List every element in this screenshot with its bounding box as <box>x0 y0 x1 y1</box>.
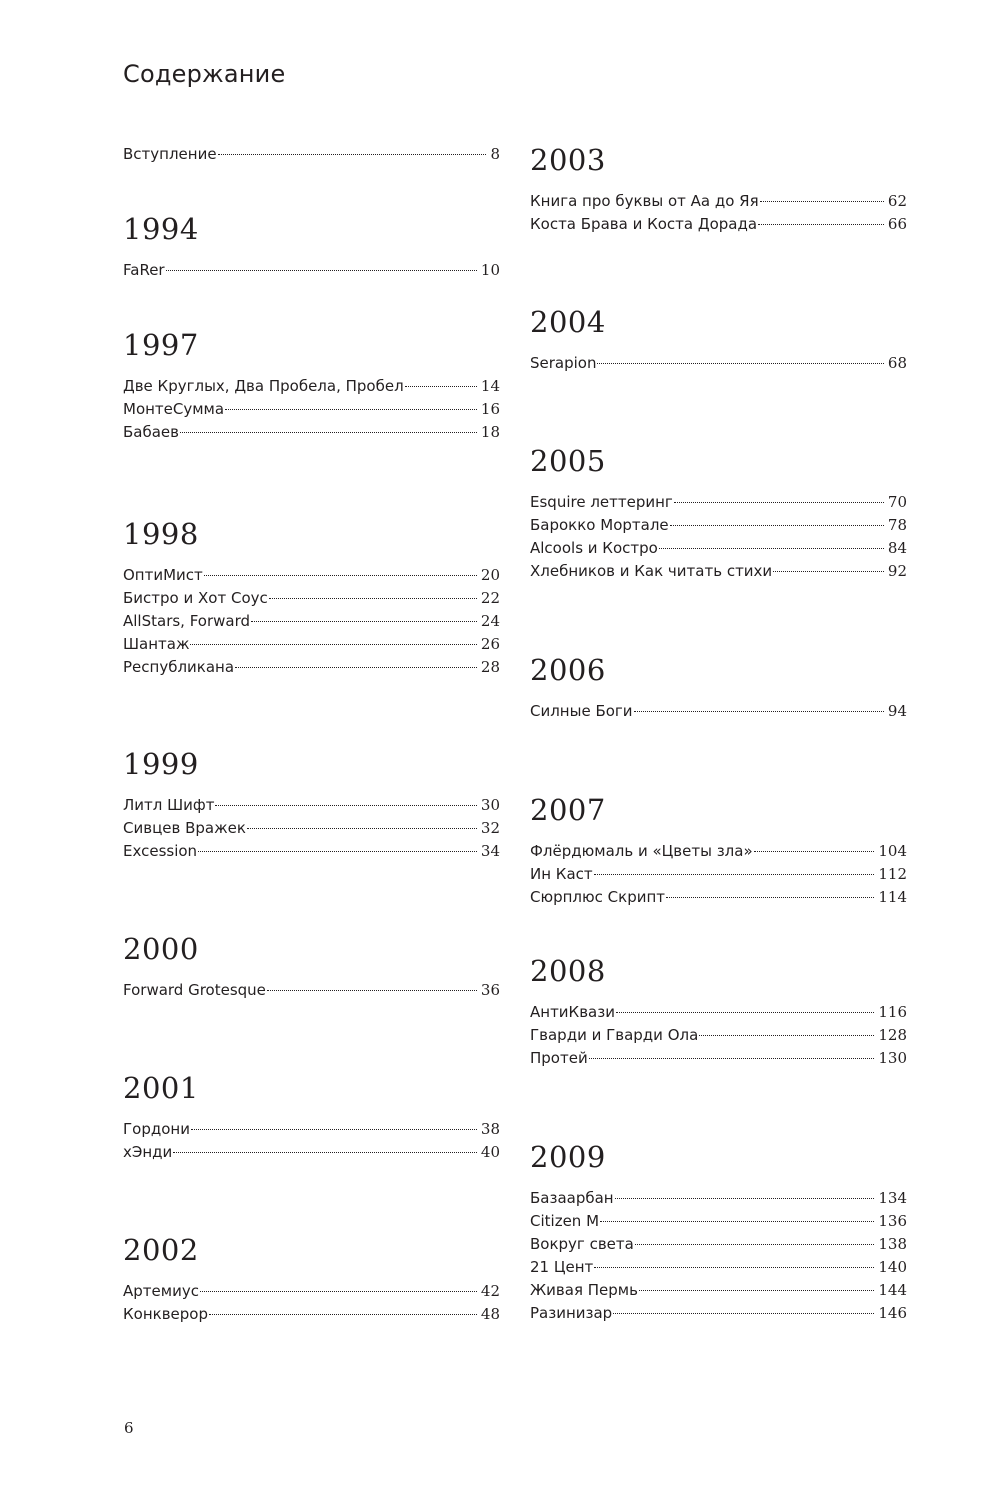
toc-entry[interactable] <box>530 1233 907 1256</box>
toc-entry-list <box>123 375 500 444</box>
toc-entry-title: 21 Цент <box>530 1258 594 1276</box>
toc-entry[interactable] <box>123 587 500 610</box>
toc-year-heading: 1998 <box>123 517 199 551</box>
toc-entry-title: Сивцев Вражек <box>123 819 246 837</box>
toc-entry-title: АнтиКвази <box>530 1003 615 1021</box>
toc-entry-title: AllStars, Forward <box>123 612 251 630</box>
toc-dot-leader <box>251 621 477 622</box>
toc-entry-title: хЭнди <box>123 1143 173 1161</box>
toc-dot-leader <box>269 598 477 599</box>
toc-entry-page: 146 <box>878 1304 907 1322</box>
toc-entry-title: Forward Grotesque <box>123 981 266 999</box>
toc-entry-title: Serapion <box>530 354 597 372</box>
toc-entry-title: Живая Пермь <box>530 1281 638 1299</box>
toc-dot-leader <box>659 548 884 549</box>
toc-entry-page: 144 <box>878 1281 907 1299</box>
toc-entry-page: 78 <box>887 516 907 534</box>
toc-year-heading: 2004 <box>530 305 606 339</box>
toc-entry-title: Конкверор <box>123 1305 208 1323</box>
toc-entry-list <box>530 700 907 723</box>
toc-dot-leader <box>615 1198 875 1199</box>
toc-entry-page: 136 <box>878 1212 907 1230</box>
toc-entry[interactable] <box>530 352 907 375</box>
page-title: Содержание <box>123 60 286 88</box>
toc-entry[interactable] <box>123 398 500 421</box>
toc-entry[interactable] <box>123 1118 500 1141</box>
toc-entry-page: 84 <box>887 539 907 557</box>
toc-entry-title: Разинизар <box>530 1304 613 1322</box>
toc-dot-leader <box>200 1291 477 1292</box>
toc-entry-page: 104 <box>878 842 907 860</box>
toc-entry-page: 14 <box>480 377 500 395</box>
toc-year-heading: 1994 <box>123 212 199 246</box>
toc-entry-page: 66 <box>887 215 907 233</box>
toc-dot-leader <box>666 897 874 898</box>
toc-entry-title: Citizen M <box>530 1212 600 1230</box>
toc-entry-page: 62 <box>887 192 907 210</box>
toc-dot-leader <box>166 270 477 271</box>
toc-entry[interactable] <box>530 700 907 723</box>
toc-dot-leader <box>594 874 875 875</box>
toc-entry[interactable] <box>123 633 500 656</box>
toc-entry[interactable] <box>123 817 500 840</box>
toc-entry-title: Флёрдюмаль и «Цветы зла» <box>530 842 753 860</box>
toc-entry-title: Гордони <box>123 1120 190 1138</box>
toc-entry[interactable] <box>530 863 907 886</box>
toc-entry-title: Коста Брава и Коста Дорада <box>530 215 758 233</box>
toc-entry[interactable] <box>530 1187 907 1210</box>
toc-dot-leader <box>600 1221 874 1222</box>
toc-entry-title: Бабаев <box>123 423 179 441</box>
toc-entry-title: Гварди и Гварди Ола <box>530 1026 699 1044</box>
toc-entry-title: Вступление <box>123 145 217 163</box>
toc-entry-title: Бистро и Хот Соус <box>123 589 268 607</box>
toc-entry-title: Ин Каст <box>530 865 593 883</box>
toc-dot-leader <box>639 1290 874 1291</box>
toc-entry-title: Хлебников и Как читать стихи <box>530 562 773 580</box>
toc-entry-page: 94 <box>887 702 907 720</box>
toc-entry[interactable] <box>530 491 907 514</box>
toc-dot-leader <box>674 502 884 503</box>
toc-entry-list <box>123 143 500 166</box>
toc-entry[interactable] <box>123 1141 500 1164</box>
toc-entry-page: 116 <box>878 1003 907 1021</box>
toc-entry[interactable] <box>530 213 907 236</box>
toc-dot-leader <box>773 571 884 572</box>
toc-year-heading: 2002 <box>123 1233 199 1267</box>
toc-entry-page: 16 <box>480 400 500 418</box>
toc-entry[interactable] <box>530 1302 907 1325</box>
toc-entry-title: Esquire леттеринг <box>530 493 673 511</box>
toc-entry-list <box>530 190 907 236</box>
toc-entry-page: 140 <box>878 1258 907 1276</box>
toc-entry-page: 114 <box>878 888 907 906</box>
toc-entry[interactable] <box>530 1001 907 1024</box>
toc-dot-leader <box>235 667 477 668</box>
toc-entry[interactable] <box>530 1279 907 1302</box>
toc-entry[interactable] <box>123 656 500 679</box>
toc-entry[interactable] <box>123 259 500 282</box>
toc-dot-leader <box>267 990 477 991</box>
toc-dot-leader <box>247 828 477 829</box>
toc-dot-leader <box>594 1267 874 1268</box>
toc-entry-page: 128 <box>878 1026 907 1044</box>
toc-dot-leader <box>215 805 476 806</box>
toc-dot-leader <box>218 154 487 155</box>
toc-entry-title: Шантаж <box>123 635 190 653</box>
toc-entry-page: 34 <box>480 842 500 860</box>
toc-entry[interactable] <box>530 1256 907 1279</box>
toc-year-heading: 1997 <box>123 328 199 362</box>
toc-entry[interactable] <box>123 421 500 444</box>
toc-dot-leader <box>180 432 477 433</box>
toc-entry-title: Книга про буквы от Аа до Яя <box>530 192 759 210</box>
toc-entry-title: Базаарбан <box>530 1189 614 1207</box>
toc-entry-page: 8 <box>490 145 500 163</box>
toc-year-heading: 2007 <box>530 793 606 827</box>
toc-dot-leader <box>616 1012 874 1013</box>
toc-entry[interactable] <box>530 886 907 909</box>
toc-entry[interactable] <box>530 514 907 537</box>
toc-entry[interactable] <box>123 794 500 817</box>
toc-entry-title: МонтеСумма <box>123 400 225 418</box>
toc-entry-title: Литл Шифт <box>123 796 215 814</box>
toc-entry-title: Республикана <box>123 658 235 676</box>
toc-entry-list <box>123 564 500 679</box>
toc-entry-page: 30 <box>480 796 500 814</box>
toc-entry-page: 130 <box>878 1049 907 1067</box>
toc-dot-leader <box>405 386 477 387</box>
toc-dot-leader <box>754 851 875 852</box>
toc-entry[interactable] <box>530 1210 907 1233</box>
toc-entry-page: 92 <box>887 562 907 580</box>
toc-dot-leader <box>173 1152 477 1153</box>
toc-entry[interactable] <box>530 1024 907 1047</box>
toc-entry-page: 26 <box>480 635 500 653</box>
toc-entry-page: 40 <box>480 1143 500 1161</box>
toc-entry-title: Силные Боги <box>530 702 633 720</box>
page-number: 6 <box>124 1419 134 1437</box>
toc-entry-title: FaRer <box>123 261 165 279</box>
toc-entry-list <box>123 259 500 282</box>
toc-year-heading: 2008 <box>530 954 606 988</box>
toc-entry-title: Excession <box>123 842 198 860</box>
toc-entry[interactable] <box>123 840 500 863</box>
toc-entry-title: Сюрплюс Скрипт <box>530 888 666 906</box>
toc-dot-leader <box>204 575 477 576</box>
toc-entry[interactable] <box>530 190 907 213</box>
toc-entry-title: Протей <box>530 1049 588 1067</box>
toc-dot-leader <box>190 644 476 645</box>
toc-entry[interactable] <box>530 537 907 560</box>
toc-year-heading: 2003 <box>530 143 606 177</box>
toc-dot-leader <box>198 851 477 852</box>
toc-dot-leader <box>760 201 884 202</box>
toc-dot-leader <box>589 1058 875 1059</box>
toc-entry-page: 32 <box>480 819 500 837</box>
toc-entry-list <box>123 979 500 1002</box>
toc-year-heading: 2009 <box>530 1140 606 1174</box>
toc-entry-list <box>530 1187 907 1325</box>
toc-entry-title: Alcools и Костро <box>530 539 658 557</box>
toc-entry-title: ОптиМист <box>123 566 203 584</box>
toc-entry-list <box>123 794 500 863</box>
toc-entry-page: 28 <box>480 658 500 676</box>
toc-year-heading: 2005 <box>530 444 606 478</box>
toc-dot-leader <box>191 1129 477 1130</box>
toc-entry[interactable] <box>123 1280 500 1303</box>
toc-year-heading: 2001 <box>123 1071 199 1105</box>
toc-entry-list <box>530 840 907 909</box>
toc-entry[interactable] <box>123 610 500 633</box>
toc-dot-leader <box>634 711 884 712</box>
toc-entry-page: 18 <box>480 423 500 441</box>
toc-entry[interactable] <box>123 375 500 398</box>
toc-entry-page: 42 <box>480 1282 500 1300</box>
toc-year-heading: 1999 <box>123 747 199 781</box>
toc-entry-title: Две Круглых, Два Пробела, Пробел <box>123 377 404 395</box>
toc-entry[interactable] <box>530 560 907 583</box>
toc-dot-leader <box>699 1035 874 1036</box>
toc-dot-leader <box>758 224 884 225</box>
toc-entry-list <box>123 1280 500 1326</box>
toc-dot-leader <box>209 1314 477 1315</box>
toc-entry-list <box>123 1118 500 1164</box>
toc-entry-page: 20 <box>480 566 500 584</box>
toc-entry-page: 36 <box>480 981 500 999</box>
toc-entry[interactable] <box>123 564 500 587</box>
toc-entry-page: 138 <box>878 1235 907 1253</box>
toc-entry[interactable] <box>123 1303 500 1326</box>
toc-entry-list <box>530 352 907 375</box>
toc-entry[interactable] <box>123 979 500 1002</box>
toc-entry[interactable] <box>123 143 500 166</box>
toc-entry-page: 112 <box>878 865 907 883</box>
toc-entry-page: 24 <box>480 612 500 630</box>
toc-year-heading: 2000 <box>123 932 199 966</box>
toc-entry[interactable] <box>530 840 907 863</box>
toc-dot-leader <box>670 525 884 526</box>
toc-entry[interactable] <box>530 1047 907 1070</box>
toc-year-heading: 2006 <box>530 653 606 687</box>
toc-entry-page: 38 <box>480 1120 500 1138</box>
toc-entry-page: 68 <box>887 354 907 372</box>
toc-entry-page: 70 <box>887 493 907 511</box>
toc-dot-leader <box>635 1244 875 1245</box>
toc-entry-page: 22 <box>480 589 500 607</box>
toc-dot-leader <box>225 409 477 410</box>
toc-entry-page: 134 <box>878 1189 907 1207</box>
toc-entry-list <box>530 491 907 583</box>
toc-dot-leader <box>597 363 883 364</box>
toc-entry-title: Вокруг света <box>530 1235 634 1253</box>
toc-entry-page: 48 <box>480 1305 500 1323</box>
toc-dot-leader <box>613 1313 874 1314</box>
toc-entry-list <box>530 1001 907 1070</box>
toc-entry-page: 10 <box>480 261 500 279</box>
toc-entry-title: Барокко Мортале <box>530 516 669 534</box>
toc-entry-title: Артемиус <box>123 1282 199 1300</box>
